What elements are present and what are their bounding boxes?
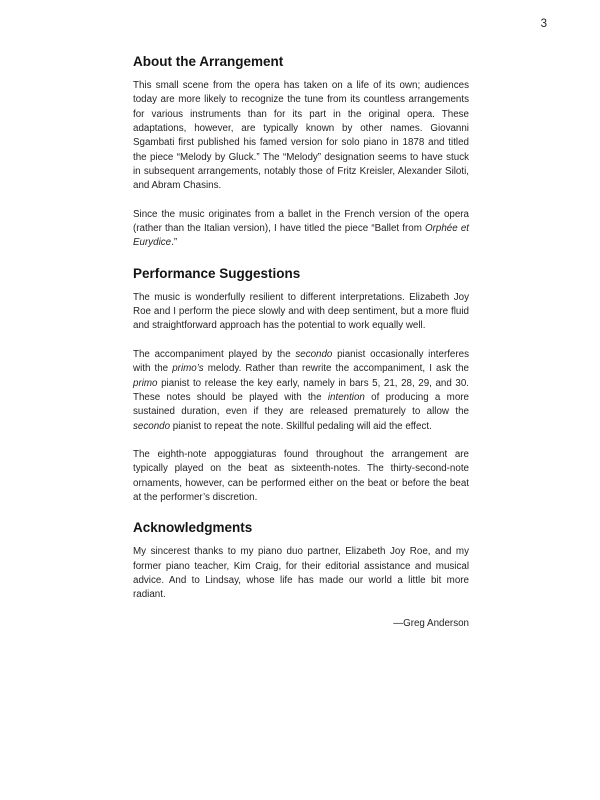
page-number: 3	[540, 18, 547, 30]
section-performance-suggestions	[133, 265, 469, 505]
page-content	[133, 53, 469, 631]
paragraph: Since the music originates from a ballet in the French version of the opera (rather than the Italian version), I have titled the piece “Ballet from Orphée et Eurydice.”	[133, 208, 469, 249]
section-acknowledgments	[133, 519, 469, 631]
paragraph: The accompaniment played by the secondo pianist occasionally interferes with the primo’s melody. Rather than rewrite the accompaniment, I ask the primo pianist to release the key early, namely in bars 5, 21, 28, 29, and 30. These notes should be played with the intention of producing a more sustained duration, even if they are released prematurely to allow the secondo pianist to repeat the note. Skillful pedaling will aid the effect.	[133, 348, 469, 432]
paragraph: The music is wonderfully resilient to different interpretations. Elizabeth Joy Roe and I perform the piece slowly and with deep sentiment, but a more fluid and straightforward approach has the potential to work equally well.	[133, 291, 469, 332]
section-heading: About the Arrangement	[133, 54, 284, 69]
section-heading: Acknowledgments	[133, 520, 253, 536]
paragraph: My sincerest thanks to my piano duo partner, Elizabeth Joy Roe, and my former piano teacher, Kim Craig, for their editorial assistance and musical advice. And to Lindsay, whose life has made our world a little bit more radiant.	[133, 546, 469, 601]
paragraph: This small scene from the opera has taken on a life of its own; audiences today are more likely to recognize the tune from its countless arrangements for various instruments than for its part in the original opera. These adaptations, however, are typically known by other names. Giovanni Sgambati first published his famed version for solo piano in 1878 and titled the piece “Melody by Gluck.” The “Melody” designation seems to have stuck in subsequent arrangements, notably those of Fritz Kreisler, Alexander Siloti, and Abram Chasins.	[133, 80, 469, 192]
section-heading: Performance Suggestions	[133, 265, 301, 281]
section-about-the-arrangement	[133, 53, 469, 251]
author-signature: —Greg Anderson	[393, 617, 469, 629]
paragraph: The eighth-note appoggiaturas found throughout the arrangement are typically played on the beat as sixteenth-notes. The thirty-second-note ornaments, however, can be performed either on the beat or before the beat at the performer’s discretion.	[133, 448, 469, 503]
